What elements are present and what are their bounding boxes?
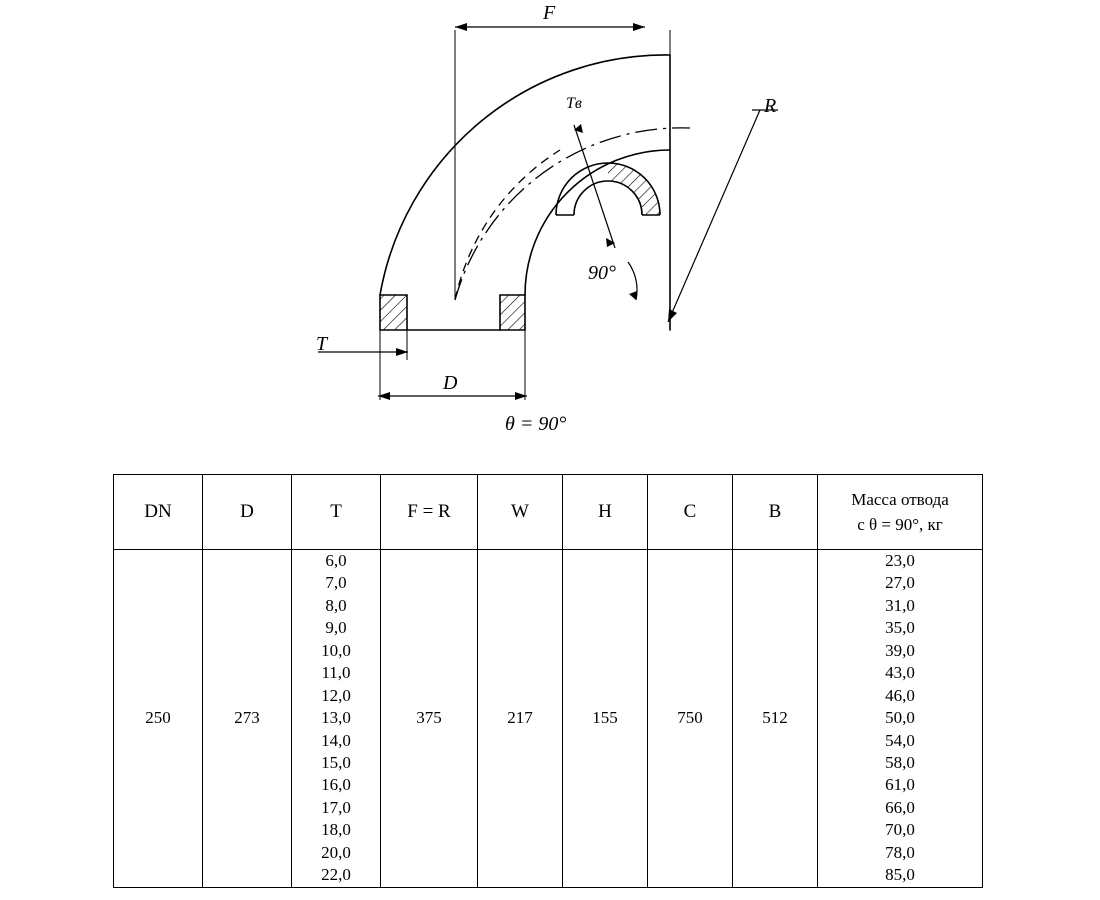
list-item: 9,0: [325, 618, 347, 638]
list-item: 14,0: [321, 730, 351, 750]
section-hatch: [608, 163, 660, 215]
list-item: 27,0: [885, 573, 915, 593]
dimension-R: [668, 110, 778, 322]
list-item: 7,0: [325, 573, 347, 593]
list-item: 16,0: [321, 775, 351, 795]
header-dn: DN: [114, 475, 203, 550]
mass-value-list: [818, 550, 982, 887]
header-f-r: F = R: [381, 475, 478, 550]
label-F: F: [543, 2, 556, 24]
table-header-row: [114, 475, 983, 550]
drawing-caption: θ = 90°: [505, 413, 567, 435]
dimension-Tv: [574, 124, 615, 248]
list-item: 18,0: [321, 820, 351, 840]
cell-w: 217: [478, 550, 563, 888]
list-item: 13,0: [321, 708, 351, 728]
header-d: D: [203, 475, 292, 550]
list-item: 35,0: [885, 618, 915, 638]
wall-hatch-right: [500, 295, 525, 330]
header-h: H: [563, 475, 648, 550]
cell-d: 273: [203, 550, 292, 888]
label-D: D: [443, 372, 458, 394]
list-item: 54,0: [885, 730, 915, 750]
list-item: 85,0: [885, 865, 915, 885]
header-b: B: [733, 475, 818, 550]
list-item: 58,0: [885, 752, 915, 772]
list-item: 20,0: [321, 842, 351, 862]
label-T: T: [316, 333, 328, 355]
cell-c: 750: [648, 550, 733, 888]
label-angle: 90°: [588, 262, 616, 284]
cell-h: 155: [563, 550, 648, 888]
list-item: 39,0: [885, 640, 915, 660]
header-mass-line1: Масса отвода: [851, 489, 949, 509]
list-item: 70,0: [885, 820, 915, 840]
list-item: 22,0: [321, 865, 351, 885]
list-item: 6,0: [325, 551, 347, 570]
header-mass: [818, 475, 983, 550]
list-item: 23,0: [885, 551, 915, 570]
specification-table: [113, 474, 983, 888]
header-c: C: [648, 475, 733, 550]
label-Tv: Tв: [566, 95, 582, 112]
t-value-list: [292, 550, 380, 887]
table-body: [114, 550, 983, 888]
list-item: 12,0: [321, 685, 351, 705]
list-item: 11,0: [321, 663, 351, 683]
label-R: R: [764, 95, 777, 117]
table-row: [114, 550, 983, 888]
cell-mass-list: [818, 550, 983, 888]
list-item: 61,0: [885, 775, 915, 795]
cell-t-list: [292, 550, 381, 888]
list-item: 50,0: [885, 708, 915, 728]
cell-f: 375: [381, 550, 478, 888]
dimension-T: [318, 330, 408, 400]
header-t: T: [292, 475, 381, 550]
list-item: 8,0: [325, 595, 347, 615]
header-mass-line2: с θ = 90°, кг: [857, 515, 943, 534]
wall-hatch-left: [380, 295, 407, 330]
dimension-angle: [628, 262, 637, 300]
list-item: 78,0: [885, 842, 915, 862]
list-item: 10,0: [321, 640, 351, 660]
cell-dn: 250: [114, 550, 203, 888]
list-item: 17,0: [321, 797, 351, 817]
header-w: W: [478, 475, 563, 550]
list-item: 31,0: [885, 595, 915, 615]
list-item: 15,0: [321, 752, 351, 772]
list-item: 43,0: [885, 663, 915, 683]
specification-table-wrapper: [113, 474, 973, 888]
list-item: 66,0: [885, 797, 915, 817]
list-item: 46,0: [885, 685, 915, 705]
table-head: [114, 475, 983, 550]
cell-b: 512: [733, 550, 818, 888]
